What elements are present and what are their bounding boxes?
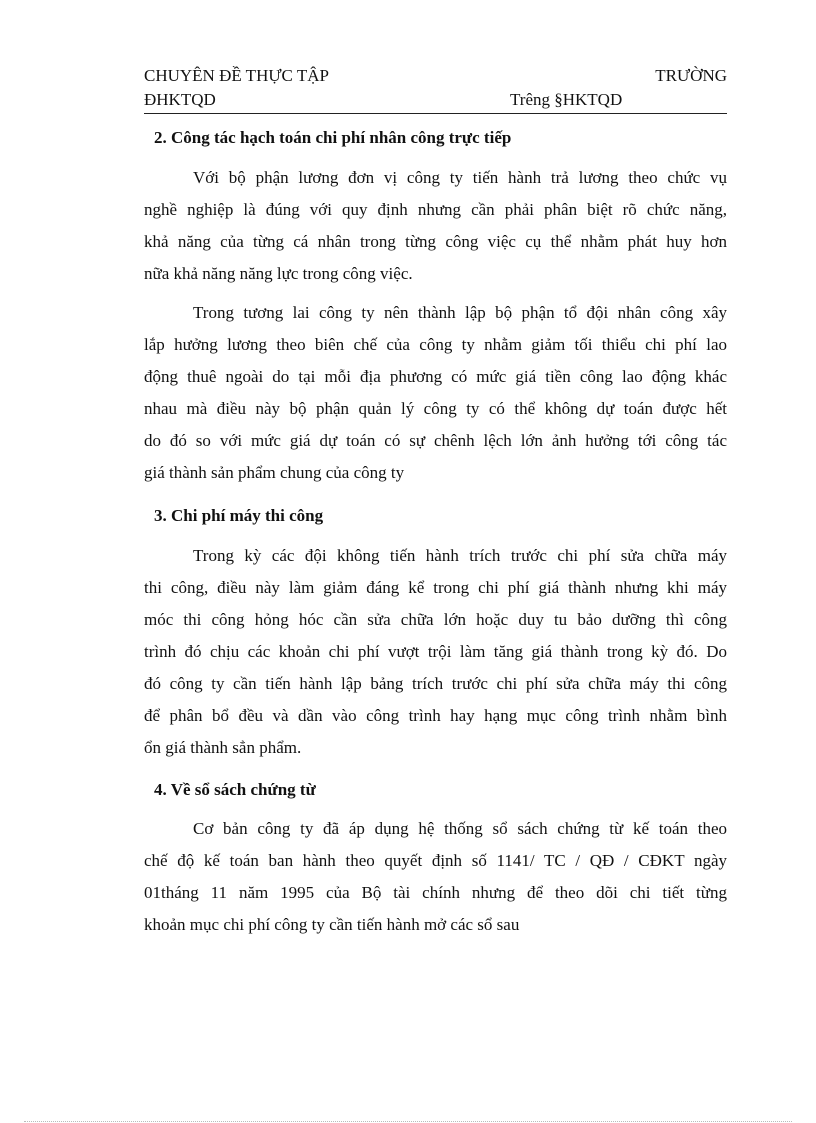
page-header xyxy=(144,64,727,114)
header-title: CHUYÊN ĐỀ THỰC TẬP xyxy=(144,66,329,85)
header-school: TRƯỜNG xyxy=(655,66,727,85)
paragraph-line: giá thành sản phẩm chung của công ty xyxy=(144,463,405,482)
paragraph-line: đó công ty cần tiến hành lập bảng trích trước chi phí sửa chữa máy thi công xyxy=(144,674,727,693)
paragraph-line: thi công, điều này làm giảm đáng kể trong chi phí giá thành nhưng khi máy xyxy=(144,578,727,597)
section-heading: 2. Công tác hạch toán chi phí nhân công trực tiếp xyxy=(154,128,512,147)
paragraph-line: chế độ kế toán ban hành theo quyết định số 1141/ TC / QĐ / CĐKT ngày xyxy=(144,851,727,870)
paragraph-line: ổn giá thành sẳn phẩm. xyxy=(144,738,302,757)
paragraph-line: Với bộ phận lương đơn vị công ty tiến hành trả lương theo chức vụ xyxy=(193,168,727,187)
paragraph-line: lắp hưởng lương theo biên chế của công ty nhằm giảm tối thiểu chi phí lao xyxy=(144,335,727,354)
paragraph xyxy=(144,162,727,290)
paragraph-line: 01tháng 11 năm 1995 của Bộ tài chính nhưng để theo dõi chi tiết từng xyxy=(144,883,727,902)
paragraph-line: nhau mà điều này bộ phận quản lý công ty có thể không dự toán được hết xyxy=(144,399,727,418)
paragraph-line: nữa khả năng năng lực trong công việc. xyxy=(144,264,413,283)
paragraph-line: khả năng của từng cá nhân trong từng công việc cụ thể nhằm phát huy hơn xyxy=(144,232,727,251)
paragraph-line: móc thi công hỏng hóc cần sửa chữa lớn hoặc duy tu bảo dưỡng thì công xyxy=(144,610,727,629)
paragraph-line: để phân bổ đều và dần vào công trình hay hạng mục công trình nhằm bình xyxy=(144,706,727,725)
paragraph-line: Trong tương lai công ty nên thành lập bộ phận tổ đội nhân công xây xyxy=(193,303,727,322)
paragraph xyxy=(144,297,727,489)
paragraph-line: Cơ bản công ty đã áp dụng hệ thống sổ sách chứng từ kế toán theo xyxy=(193,819,727,838)
header-school-abbr: ĐHKTQD xyxy=(144,90,216,109)
paragraph-line: động thuê ngoài do tại mỗi địa phương có mức giá tiền công lao động khác xyxy=(144,367,727,386)
section-heading: 3. Chi phí máy thi công xyxy=(154,506,324,525)
page-bottom-edge xyxy=(24,1121,792,1122)
paragraph-line: do đó so với mức giá dự toán có sự chênh lệch lớn ảnh hưởng tới công tác xyxy=(144,431,727,450)
section-heading: 4. Về sổ sách chứng từ xyxy=(154,780,316,799)
header-page-label: Trêng §HKTQD xyxy=(510,90,623,109)
paragraph-line: Trong kỳ các đội không tiến hành trích trước chi phí sửa chữa máy xyxy=(193,546,727,565)
paragraph xyxy=(144,540,727,764)
paragraph xyxy=(144,813,727,941)
paragraph-line: nghề nghiệp là đúng với quy định nhưng cần phải phân biệt rõ chức năng, xyxy=(144,200,727,219)
paragraph-line: khoản mục chi phí công ty cần tiến hành mở các sổ sau xyxy=(144,915,520,934)
paragraph-line: trình đó chịu các khoản chi phí vượt trội làm tăng giá thành trong kỳ đó. Do xyxy=(144,642,727,661)
